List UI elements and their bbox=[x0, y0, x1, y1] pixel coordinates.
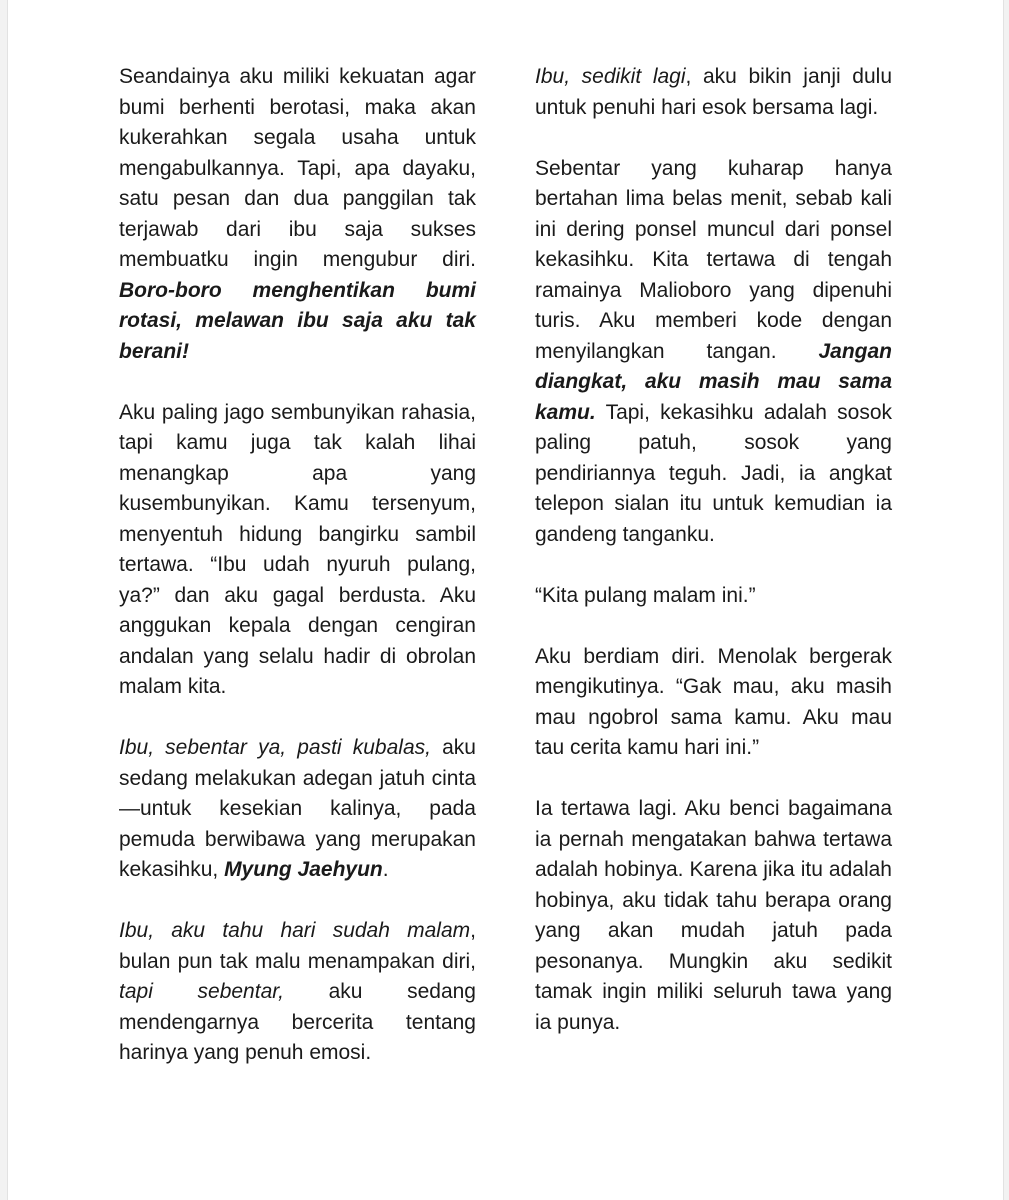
italic-phrase: tapi sebentar, bbox=[119, 980, 284, 1003]
paragraph-text: Sebentar yang kuharap hanya bertahan lima belas menit, sebab kali ini dering ponsel muncul dari ponsel kekasihku. Kita tertawa di tengah ramainya Malioboro yang dipenuhi turis. Aku memberi kode dengan menyilangkan tangan. bbox=[535, 156, 892, 363]
paragraph-text: aku sedang melakukan adegan jatuh cinta—untuk kesekian kalinya, pada pemuda berwibawa yang merupakan kekasihku, bbox=[119, 736, 476, 881]
paragraph-text: aku sedang mendengarnya bercerita tentang harinya yang penuh emosi. bbox=[119, 980, 476, 1064]
document-page bbox=[7, 0, 1004, 1200]
paragraph-end: . bbox=[382, 858, 389, 881]
paragraph-text: Seandainya aku miliki kekuatan agar bumi berhenti berotasi, maka akan kukerahkan segala usaha untuk mengabulkannya. Tapi, apa dayaku, satu pesan dan dua panggilan tak terjawab dari ibu saja sukses membuatku ingin mengubur diri. bbox=[119, 65, 476, 271]
paragraph-right-4: Aku berdiam diri. Menolak bergerak mengikutinya. “Gak mau, aku masih mau ngobrol sama kamu. Aku mau tau cerita kamu hari ini.” bbox=[535, 644, 892, 759]
paragraph-left-3 bbox=[119, 733, 476, 886]
paragraph-right-3: “Kita pulang malam ini.” bbox=[535, 583, 756, 607]
character-name: Myung Jaehyun bbox=[224, 858, 383, 881]
paragraph-right-5: Ia tertawa lagi. Aku benci bagaimana ia pernah mengatakan bahwa tertawa adalah hobinya. Karena jika itu adalah hobinya, aku tidak tahu berapa orang yang akan mudah jatuh pada pesonanya. Mungkin aku sedikit tamak ingin miliki seluruh tawa yang ia punya. bbox=[535, 797, 892, 1034]
paragraph-right-1 bbox=[535, 62, 892, 123]
italic-phrase: Ibu, sebentar ya, pasti kubalas, bbox=[119, 736, 431, 759]
paragraph-left-4 bbox=[119, 916, 476, 1069]
left-column bbox=[119, 62, 476, 1069]
paragraph-right-2 bbox=[535, 154, 892, 551]
italic-phrase: Ibu, aku tahu hari sudah malam bbox=[119, 919, 471, 942]
paragraph-text: Tapi, kekasihku adalah sosok paling patuh, sosok yang pendiriannya teguh. Jadi, ia angkat telepon sialan itu untuk kemudian ia gandeng tanganku. bbox=[535, 400, 892, 546]
paragraph-text: , aku bikin janji dulu untuk penuhi hari esok bersama lagi. bbox=[535, 65, 892, 119]
bold-italic-emphasis: Jangan diangkat, aku masih mau sama kamu. bbox=[535, 339, 892, 424]
right-column bbox=[535, 62, 892, 1038]
italic-phrase: Ibu, sedikit lagi bbox=[535, 65, 686, 88]
bold-italic-emphasis: Boro-boro menghentikan bumi rotasi, melawan ibu saja aku tak berani! bbox=[119, 278, 476, 363]
paragraph-left-2: Aku paling jago sembunyikan rahasia, tapi kamu juga tak kalah lihai menangkap apa yang kusembunyikan. Kamu tersenyum, menyentuh hidung bangirku sambil tertawa. “Ibu udah nyuruh pulang, ya?” dan aku gagal berdusta. Aku anggukan kepala dengan cengiran andalan yang selalu hadir di obrolan malam kita. bbox=[119, 400, 476, 698]
paragraph-text: , bulan pun tak malu menampakan diri, bbox=[119, 919, 476, 973]
paragraph-left-1 bbox=[119, 62, 476, 367]
